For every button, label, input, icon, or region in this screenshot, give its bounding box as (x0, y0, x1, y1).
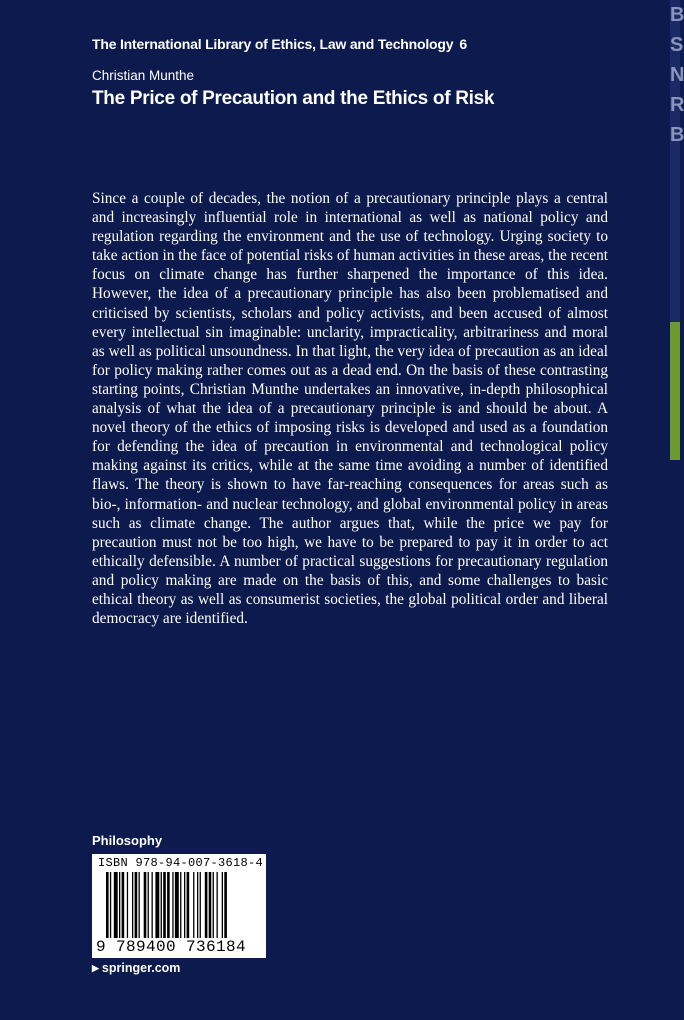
arrow-right-icon: ▶ (92, 962, 99, 973)
barcode-bar (205, 872, 208, 938)
series-volume: 6 (459, 36, 467, 52)
barcode-bar (110, 872, 111, 938)
barcode-bar (184, 872, 185, 938)
barcode-bar (200, 872, 201, 938)
barcode-bar (213, 872, 214, 938)
book-title: The Price of Precaution and the Ethics of Risk (92, 88, 495, 109)
publisher-url: springer.com (101, 961, 181, 975)
barcode-bar (222, 872, 223, 938)
barcode-bar (172, 872, 173, 938)
barcode-bar (135, 872, 138, 938)
publisher-link[interactable] (92, 961, 180, 975)
spine-text-fragment: B S N R B (670, 4, 684, 146)
subject-category: Philosophy (92, 833, 163, 848)
barcode-bar (119, 872, 120, 938)
series-line (92, 36, 467, 52)
barcode-bar (122, 872, 125, 938)
barcode-bar (144, 872, 147, 938)
barcode-bar (193, 872, 194, 938)
barcode-bar (217, 872, 218, 938)
barcode-bar (114, 872, 118, 938)
barcode-bar (155, 872, 159, 938)
barcode-bar (139, 872, 140, 938)
series-name: The International Library of Ethics, Law and Technology (92, 36, 454, 52)
barcode-bar (106, 872, 109, 938)
barcode-bar (161, 872, 162, 938)
barcode-bar (152, 872, 153, 938)
barcode-bar (167, 872, 170, 938)
barcode-bar (187, 872, 190, 938)
spine-accent-band (670, 322, 680, 460)
author-name: Christian Munthe (92, 68, 195, 83)
barcode-bar (127, 872, 128, 938)
ean-digits: 9 789400 736184 (96, 938, 247, 956)
isbn-label: ISBN 978-94-007-3618-4 (98, 856, 264, 870)
barcode-bar (209, 872, 212, 938)
barcode-bar (148, 872, 149, 938)
barcode-bar (197, 872, 198, 938)
barcode-bar (163, 872, 166, 938)
barcode-bar (132, 872, 133, 938)
barcode-bars (106, 872, 256, 938)
barcode-bar (224, 872, 227, 938)
barcode-bar (175, 872, 179, 938)
barcode-bar (180, 872, 181, 938)
back-cover-blurb: Since a couple of decades, the notion of a precautionary principle plays a central and increasingly influential role in international as well as national policy and regulation regarding the environment and the use of technology. Urging society to take action in the face of potential risks of human activities in these areas, the recent focus on climate change has further sharpened the importance of this idea. However, the idea of a precautionary principle has also been problematised and criticised by scientists, scholars and policy activists, and been accused of almost every intellectual sin imaginable: unclarity, impracticality, arbitrariness and moral as well as political unsoundness. In that light, the very idea of precaution as an ideal for policy making rather comes out as a dead end. On the basis of these contrasting starting points, Christian Munthe undertakes an innovative, in-depth philosophical analysis of what the idea of a precautionary principle is and should be about. A novel theory of the ethics of imposing risks is developed and used as a foundation for defending the idea of precaution in environmental and technological policy making against its critics, while at the same time avoiding a number of identified flaws. The theory is shown to have far-reaching consequences for areas such as bio-, information- and nuclear technology, and global environmental policy in areas such as climate change. The author argues that, while the price we pay for precaution must not be too high, we have to be prepared to pay it in order to act ethically defensible. A number of practical suggestions for precautionary regulation and policy making are made on the basis of this, and some challenges to basic ethical theory as well as consumerist societies, the global political order and liberal democracy are identified. (92, 190, 608, 628)
isbn-barcode (92, 854, 266, 958)
